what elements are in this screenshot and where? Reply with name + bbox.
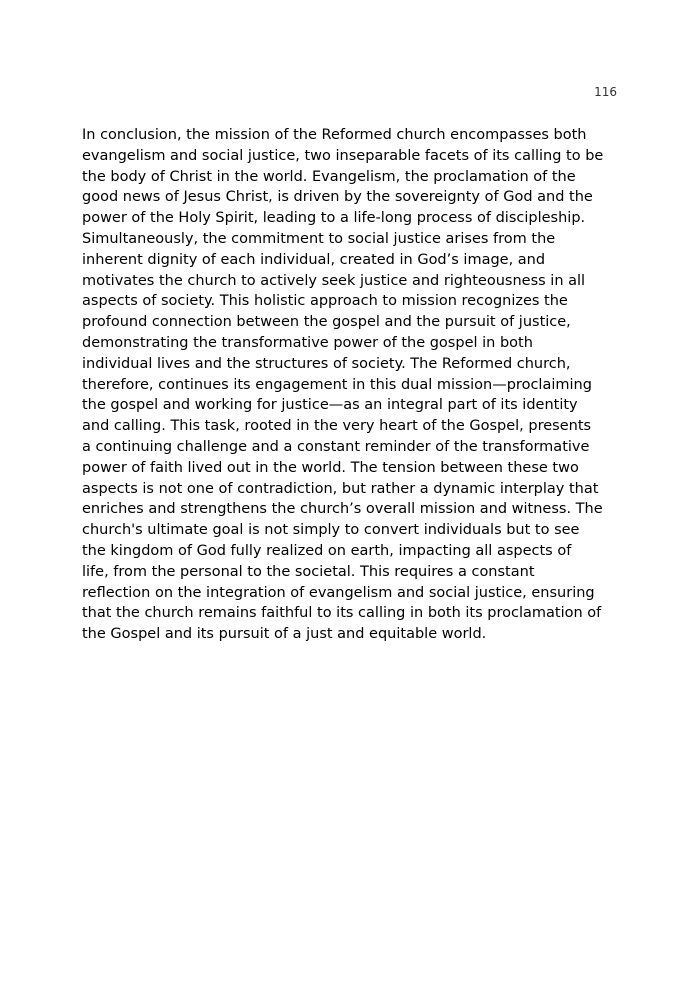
text-line: Simultaneously, the commitment to social justice arises from the — [82, 230, 556, 247]
text-line: the gospel and working for justice—as an integral part of its identity — [82, 397, 578, 414]
text-line: profound connection between the gospel and the pursuit of justice, — [82, 314, 571, 331]
body-paragraph — [82, 125, 627, 645]
text-line: individual lives and the structures of society. The Reformed church, — [82, 355, 571, 372]
text-line: inherent dignity of each individual, created in God’s image, and — [82, 251, 546, 268]
text-line: good news of Jesus Christ, is driven by the sovereignty of God and the — [82, 189, 593, 206]
text-line: life, from the personal to the societal. This requires a constant — [82, 563, 535, 580]
text-line: power of the Holy Spirit, leading to a life-long process of discipleship. — [82, 210, 586, 227]
text-line: aspects of society. This holistic approach to mission recognizes the — [82, 293, 568, 310]
text-line: therefore, continues its engagement in this dual mission—proclaiming — [82, 376, 592, 393]
text-line: aspects is not one of contradiction, but rather a dynamic interplay that — [82, 480, 599, 497]
text-line: the Gospel and its pursuit of a just and equitable world. — [82, 626, 487, 643]
text-line: church's ultimate goal is not simply to convert individuals but to see — [82, 522, 580, 539]
text-line: a continuing challenge and a constant reminder of the transformative — [82, 438, 590, 455]
text-line: motivates the church to actively seek justice and righteousness in all — [82, 272, 586, 289]
text-line: and calling. This task, rooted in the very heart of the Gospel, presents — [82, 418, 592, 435]
text-line: reflection on the integration of evangelism and social justice, ensuring — [82, 584, 595, 601]
text-line: In conclusion, the mission of the Reformed church encompasses both — [82, 127, 587, 143]
text-line: enriches and strengthens the church’s overall mission and witness. The — [82, 501, 603, 518]
page-number: 116 — [594, 85, 617, 99]
text-line: the body of Christ in the world. Evangelism, the proclamation of the — [82, 168, 576, 185]
text-line: demonstrating the transformative power of the gospel in both — [82, 334, 533, 351]
text-line: power of faith lived out in the world. The tension between these two — [82, 459, 579, 476]
text-line: the kingdom of God fully realized on earth, impacting all aspects of — [82, 542, 572, 559]
text-line: evangelism and social justice, two inseparable facets of its calling to be — [82, 147, 604, 164]
text-line: that the church remains faithful to its calling in both its proclamation of — [82, 605, 602, 622]
